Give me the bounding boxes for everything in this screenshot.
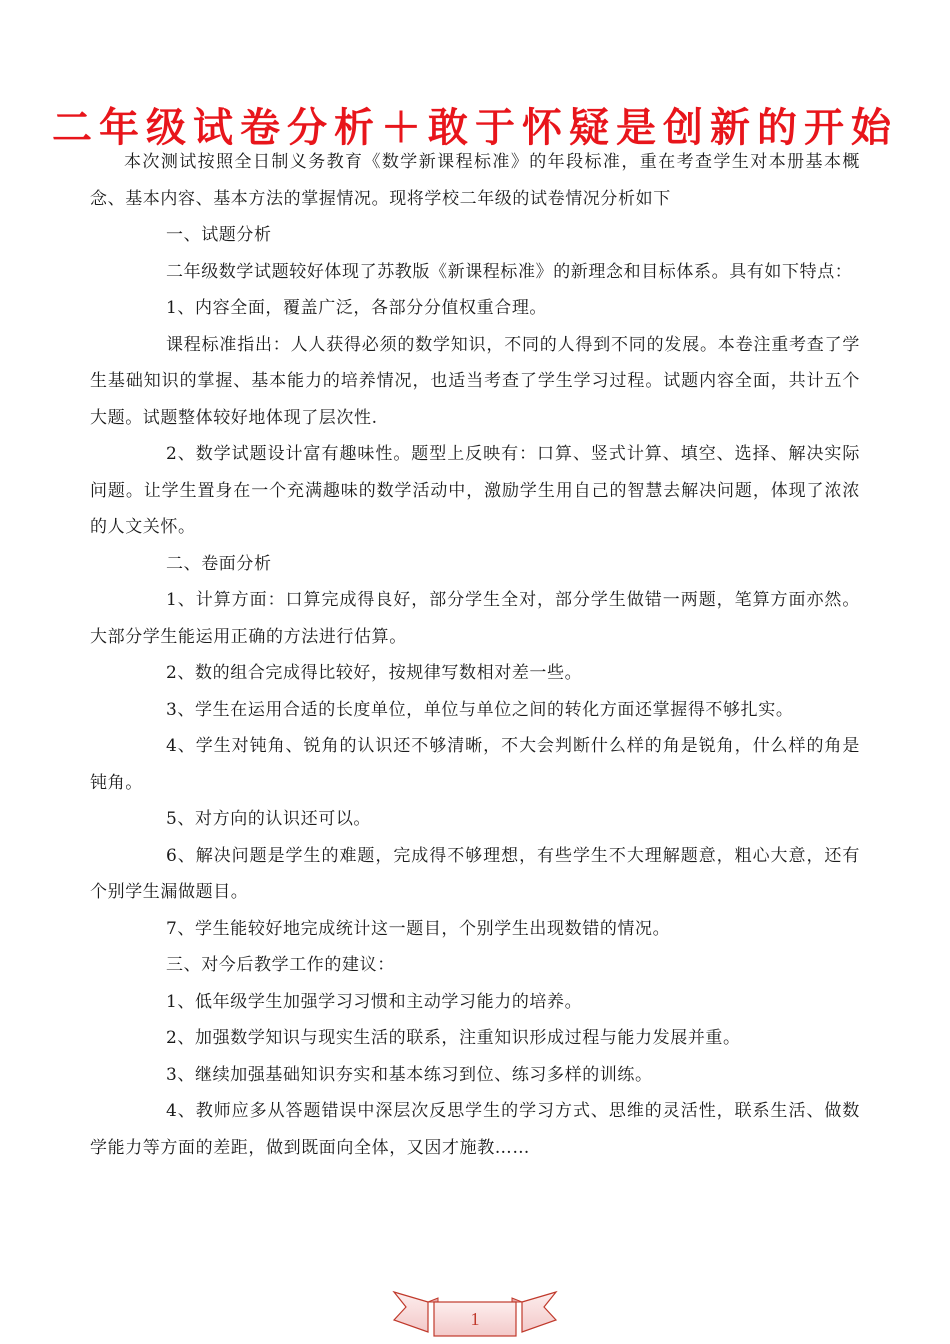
list-item: 7、学生能较好地完成统计这一题目，个别学生出现数错的情况。 [166, 918, 671, 939]
intro-paragraph: 本次测试按照全日制义务教育《数学新课程标准》的年段标准，重在考查学生对本册基本概念、基本内容、基本方法的掌握情况。现将学校二年级的试卷情况分析如下 [90, 152, 860, 209]
paragraph: 课程标准指出：人人获得必须的数学知识，不同的人得到不同的发展。本卷注重考查了学生基础知识的掌握、基本能力的培养情况，也适当考查了学生学习过程。试题内容全面，共计五个大题。试题整体较好地体现了层次性. [90, 334, 860, 428]
list-item: 3、学生在运用合适的长度单位，单位与单位之间的转化方面还掌握得不够扎实。 [166, 699, 794, 720]
section-heading-2: 二、卷面分析 [166, 553, 272, 574]
page-footer [390, 1280, 560, 1342]
document-title: 二年级试卷分析＋敢于怀疑是创新的开始 [52, 105, 898, 151]
list-item: 2、数的组合完成得比较好，按规律写数相对差一些。 [166, 663, 583, 683]
page-number: 1 [470, 1309, 480, 1329]
list-item: 4、学生对钝角、锐角的认识还不够清晰，不大会判断什么样的角是锐角，什么样的角是钝角。 [90, 736, 860, 793]
list-item: 1、内容全面，覆盖广泛，各部分分值权重合理。 [166, 298, 548, 318]
list-item: 4、教师应多从答题错误中深层次反思学生的学习方式、思维的灵活性，联系生活、做数学能力等方面的差距，做到既面向全体，又因才施教…… [90, 1101, 860, 1158]
list-item: 6、解决问题是学生的难题，完成得不够理想，有些学生不大理解题意，粗心大意，还有个别学生漏做题目。 [90, 845, 860, 902]
list-item: 3、继续加强基础知识夯实和基本练习到位、练习多样的训练。 [166, 1064, 653, 1085]
section-heading-3: 三、对今后教学工作的建议： [166, 955, 395, 975]
list-item: 2、加强数学知识与现实生活的联系，注重知识形成过程与能力发展并重。 [166, 1028, 741, 1048]
paragraph: 二年级数学试题较好体现了苏教版《新课程标准》的新理念和目标体系。具有如下特点： [166, 261, 853, 282]
list-item: 5、对方向的认识还可以。 [166, 809, 372, 829]
list-item: 2、数学试题设计富有趣味性。题型上反映有：口算、竖式计算、填空、选择、解决实际问题。让学生置身在一个充满趣味的数学活动中，激励学生用自己的智慧去解决问题，体现了浓浓的人文关怀。 [90, 444, 860, 537]
section-heading-1: 一、试题分析 [166, 225, 272, 245]
list-item: 1、低年级学生加强学习习惯和主动学习能力的培养。 [166, 991, 583, 1012]
document-body [90, 144, 860, 1166]
list-item: 1、计算方面：口算完成得良好，部分学生全对，部分学生做错一两题，笔算方面亦然。大部分学生能运用正确的方法进行估算。 [90, 590, 860, 647]
